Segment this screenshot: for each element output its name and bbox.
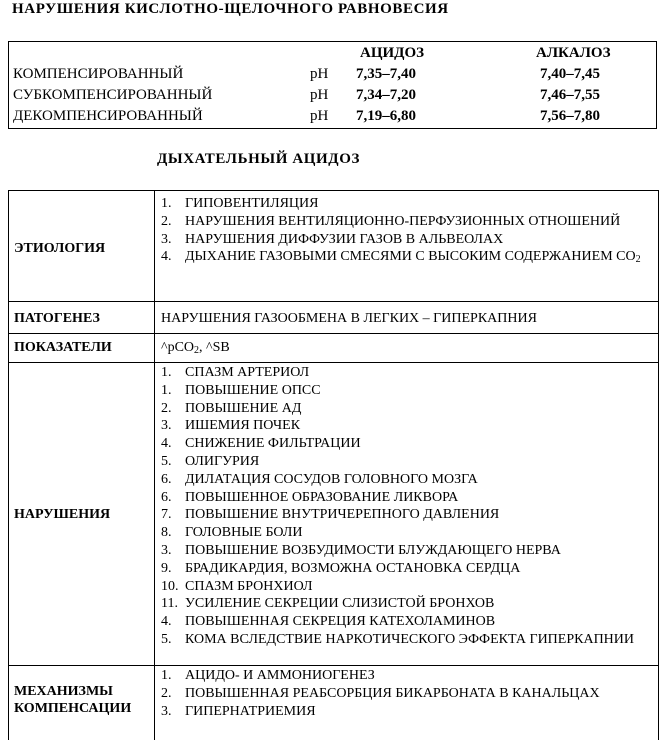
compensation-label-line: КОМПЕНСАЦИИ: [14, 701, 132, 716]
header-alkalosis: АЛКАЛОЗ: [536, 45, 611, 61]
list-item: 2. НАРУШЕНИЯ ВЕНТИЛЯЦИОННО-ПЕРФУЗИОННЫХ ОТНОШЕНИЙ: [161, 213, 621, 229]
etiology-label: ЭТИОЛОГИЯ: [14, 241, 106, 256]
table-border-right: [656, 42, 657, 128]
compensation-label: [9, 683, 154, 717]
header-acidosis: АЦИДОЗ: [360, 45, 425, 61]
ph-unit: pH: [310, 66, 329, 82]
ph-row-label: СУБКОМПЕНСИРОВАННЫЙ: [13, 87, 213, 103]
page-title: НАРУШЕНИЯ КИСЛОТНО-ЩЕЛОЧНОГО РАВНОВЕСИЯ: [12, 1, 449, 17]
etiology-list: [161, 195, 652, 269]
list-item: 1. АЦИДО- И АММОНИОГЕНЕЗ: [161, 668, 375, 683]
pathogenesis-text: НАРУШЕНИЯ ГАЗООБМЕНА В ЛЕГКИХ – ГИПЕРКАПНИЯ: [161, 311, 537, 326]
ph-unit: pH: [310, 87, 329, 103]
row-divider: [9, 301, 658, 302]
list-item: 8. ГОЛОВНЫЕ БОЛИ: [161, 525, 303, 541]
compensation-label-line: МЕХАНИЗМЫ: [14, 684, 113, 699]
compensation-list: [161, 667, 652, 720]
disorders-label: НАРУШЕНИЯ: [14, 507, 111, 522]
list-item: 9. БРАДИКАРДИЯ, ВОЗМОЖНА ОСТАНОВКА СЕРДЦА: [161, 560, 521, 576]
row-divider: [9, 362, 658, 363]
ph-acid-value: 7,34–7,20: [356, 87, 416, 103]
ph-row-label: КОМПЕНСИРОВАННЫЙ: [13, 66, 184, 82]
column-divider: [154, 191, 155, 740]
list-item: 3. ИШЕМИЯ ПОЧЕК: [161, 418, 301, 434]
ph-alk-value: 7,40–7,45: [540, 66, 600, 82]
section-title: ДЫХАТЕЛЬНЫЙ АЦИДОЗ: [157, 151, 360, 167]
list-item: 11. УСИЛЕНИЕ СЕКРЕЦИИ СЛИЗИСТОЙ БРОНХОВ: [161, 596, 495, 612]
list-item: 1. ГИПОВЕНТИЛЯЦИЯ: [161, 196, 319, 211]
respiratory-acidosis-table: [8, 190, 659, 740]
ph-row-label: ДЕКОМПЕНСИРОВАННЫЙ: [13, 108, 203, 124]
list-item: 1. ПОВЫШЕНИЕ ОПСС: [161, 382, 321, 398]
list-item: 6. ДИЛАТАЦИЯ СОСУДОВ ГОЛОВНОГО МОЗГА: [161, 471, 478, 487]
list-item: 1. СПАЗМ АРТЕРИОЛ: [161, 365, 310, 380]
list-item: 3. ПОВЫШЕНИЕ ВОЗБУДИМОСТИ БЛУЖДАЮЩЕГО НЕРВА: [161, 542, 561, 558]
list-item: 2. ПОВЫШЕННАЯ РЕАБСОРБЦИЯ БИКАРБОНАТА В КАНАЛЬЦАХ: [161, 685, 600, 701]
list-item: 6. ПОВЫШЕННОЕ ОБРАЗОВАНИЕ ЛИКВОРА: [161, 489, 459, 505]
row-divider: [9, 333, 658, 334]
list-item: 5. ОЛИГУРИЯ: [161, 453, 260, 469]
list-item: 4. ДЫХАНИЕ ГАЗОВЫМИ СМЕСЯМИ С ВЫСОКИМ СОДЕРЖАНИЕМ $CO_2$: [161, 249, 641, 266]
list-item: 4. СНИЖЕНИЕ ФИЛЬТРАЦИИ: [161, 436, 361, 452]
ph-acid-value: 7,35–7,40: [356, 66, 416, 82]
list-item: 10. СПАЗМ БРОНХИОЛ: [161, 578, 313, 594]
list-item: 4. ПОВЫШЕННАЯ СЕКРЕЦИЯ КАТЕХОЛАМИНОВ: [161, 614, 496, 630]
pathogenesis-label: ПАТОГЕНЕЗ: [14, 311, 100, 326]
ph-acid-value: 7,19–6,80: [356, 108, 416, 124]
list-item: 7. ПОВЫШЕНИЕ ВНУТРИЧЕРЕПНОГО ДАВЛЕНИЯ: [161, 507, 500, 523]
ph-alk-value: 7,56–7,80: [540, 108, 600, 124]
ph-table: [8, 41, 657, 129]
list-item: 3. НАРУШЕНИЯ ДИФФУЗИИ ГАЗОВ В АЛЬВЕОЛАХ: [161, 231, 504, 247]
disorders-list: [161, 364, 652, 649]
list-item: 2. ПОВЫШЕНИЕ АД: [161, 400, 302, 416]
table-border-left: [8, 42, 9, 128]
ph-alk-value: 7,46–7,55: [540, 87, 600, 103]
list-item: 3. ГИПЕРНАТРИЕМИЯ: [161, 703, 316, 719]
ph-unit: pH: [310, 108, 329, 124]
row-divider: [9, 665, 658, 666]
indicators-text: ^pCO$_2$, ^SB: [161, 340, 230, 356]
list-item: 5. КОМА ВСЛЕДСТВИЕ НАРКОТИЧЕСКОГО ЭФФЕКТА ГИПЕРКАПНИИ: [161, 631, 635, 647]
indicators-label: ПОКАЗАТЕЛИ: [14, 340, 112, 355]
